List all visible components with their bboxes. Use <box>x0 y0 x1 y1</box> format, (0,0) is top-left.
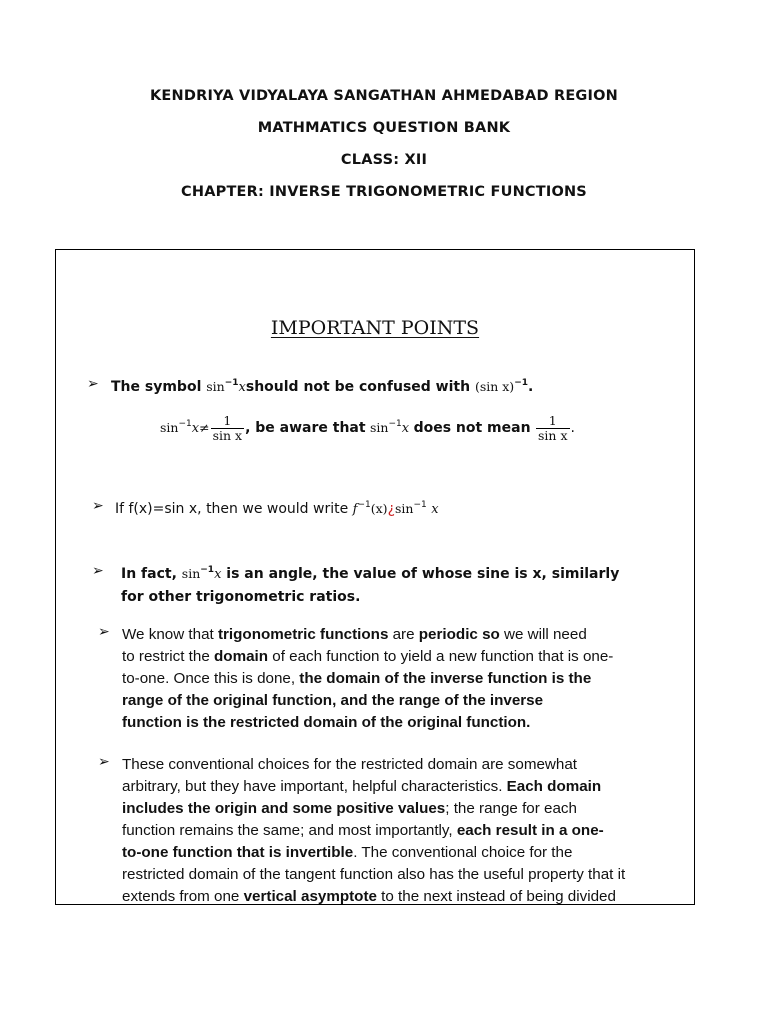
class-label: CLASS: XII <box>340 152 428 168</box>
p2-arg: (x) <box>370 501 388 516</box>
p1-paren: (sin x) <box>474 379 515 394</box>
p2-x: x <box>431 502 439 517</box>
p5-t1: These conventional choices for the restricted domain are somewhat <box>122 756 578 773</box>
p2-inv-2: −1 <box>413 500 427 510</box>
p5-t2: arbitrary, but they have important, helpful characteristics. <box>122 778 507 795</box>
bullet-arrow-icon: ➢ <box>92 498 104 514</box>
f-frac-den: sin x <box>212 427 243 443</box>
f-x-2: x <box>401 421 410 436</box>
p5-b4: to-one function that is invertible <box>122 844 354 861</box>
p5-b2: includes the origin and some positive values <box>122 800 446 817</box>
point-4 <box>122 624 613 734</box>
f-sin: sin <box>160 420 179 435</box>
f-frac2-num: 1 <box>536 414 570 429</box>
p4-t5: of each function to yield a new function that is one- <box>268 648 614 665</box>
bullet-arrow-icon: ➢ <box>98 624 110 640</box>
section-title: IMPORTANT POINTS <box>270 317 480 339</box>
p4-b4: the domain of the inverse function is the <box>299 670 592 687</box>
p5-t3: ; the range for each <box>445 800 577 817</box>
p5-t6: restricted domain of the tangent function also has the useful property that it <box>122 866 626 883</box>
p3-text-a: In fact, <box>121 566 177 582</box>
school-title: KENDRIYA VIDYALAYA SANGATHAN AHMEDABAD REGION <box>149 88 618 104</box>
p2-text-a: If f(x)=sin x, then we would write <box>115 501 349 517</box>
f-text-d: does not mean <box>413 420 531 436</box>
p1-text-a: The symbol <box>111 379 202 395</box>
point-1 <box>111 376 533 399</box>
p5-b1: Each domain <box>506 778 602 795</box>
point-3 <box>121 563 619 608</box>
p4-b5: range of the original function, and the range of the inverse <box>122 692 544 709</box>
bullet-arrow-icon: ➢ <box>87 376 99 392</box>
f-inv: −1 <box>178 419 192 429</box>
p4-b2: periodic so <box>418 626 500 643</box>
p4-b6: function is the restricted domain of the original function. <box>122 714 531 731</box>
p4-t4: to restrict the <box>122 648 215 665</box>
bullet-arrow-icon: ➢ <box>92 563 104 579</box>
f-dot: . <box>570 420 575 436</box>
p3-text-c: for other trigonometric ratios. <box>121 589 361 605</box>
p5-b5: vertical asymptote <box>243 888 377 905</box>
document-title: MATHMATICS QUESTION BANK <box>257 120 511 136</box>
p3-x: x <box>214 567 222 582</box>
p1-text-b: should not be confused with <box>245 379 471 395</box>
p3-sin: sin <box>181 566 201 581</box>
f-text-c: , be aware that <box>245 420 366 436</box>
p4-t6: to-one. Once this is done, <box>122 670 300 687</box>
p3-text-b: is an angle, the value of whose sine is x, similarly <box>226 566 620 582</box>
p1-x: x <box>238 380 246 395</box>
p4-b3: domain <box>214 648 269 665</box>
f-frac <box>211 414 245 443</box>
chapter-label: CHAPTER: INVERSE TRIGONOMETRIC FUNCTIONS <box>181 184 587 200</box>
point-5 <box>122 754 625 905</box>
point-2 <box>115 498 439 521</box>
p1-sin: sin <box>206 379 225 394</box>
f-inv-2: −1 <box>388 419 402 429</box>
p3-inv: −1 <box>200 565 215 575</box>
f-frac-2 <box>536 414 570 443</box>
f-frac2-den: sin x <box>538 427 568 443</box>
p1-inv: −1 <box>224 378 239 388</box>
p4-t2: are <box>388 626 419 643</box>
bullet-arrow-icon: ➢ <box>98 754 110 770</box>
p5-t7: extends from one <box>122 888 244 905</box>
important-points-box <box>55 249 695 905</box>
p5-t5: . The conventional choice for the <box>353 844 573 861</box>
p2-inv: −1 <box>357 500 371 510</box>
p5-b3: each result in a one- <box>456 822 604 839</box>
p4-t3: we will need <box>499 626 587 643</box>
p5-t4: function remains the same; and most importantly, <box>122 822 457 839</box>
point-1-formula <box>160 410 575 447</box>
p2-q: ¿ <box>387 501 395 517</box>
p5-t8: to the next instead of being divided <box>376 888 616 905</box>
p4-b1: trigonometric functions <box>217 626 389 643</box>
f-frac-num: 1 <box>211 414 245 429</box>
f-sin-2: sin <box>370 420 389 435</box>
p2-sin: sin <box>395 501 414 516</box>
p1-dot: . <box>528 379 534 395</box>
p4-t1: We know that <box>122 626 218 643</box>
p2-f: f <box>352 502 358 517</box>
f-neq: ≠ <box>199 420 210 435</box>
f-x: x <box>191 421 200 436</box>
p1-inv-2: −1 <box>514 378 528 388</box>
